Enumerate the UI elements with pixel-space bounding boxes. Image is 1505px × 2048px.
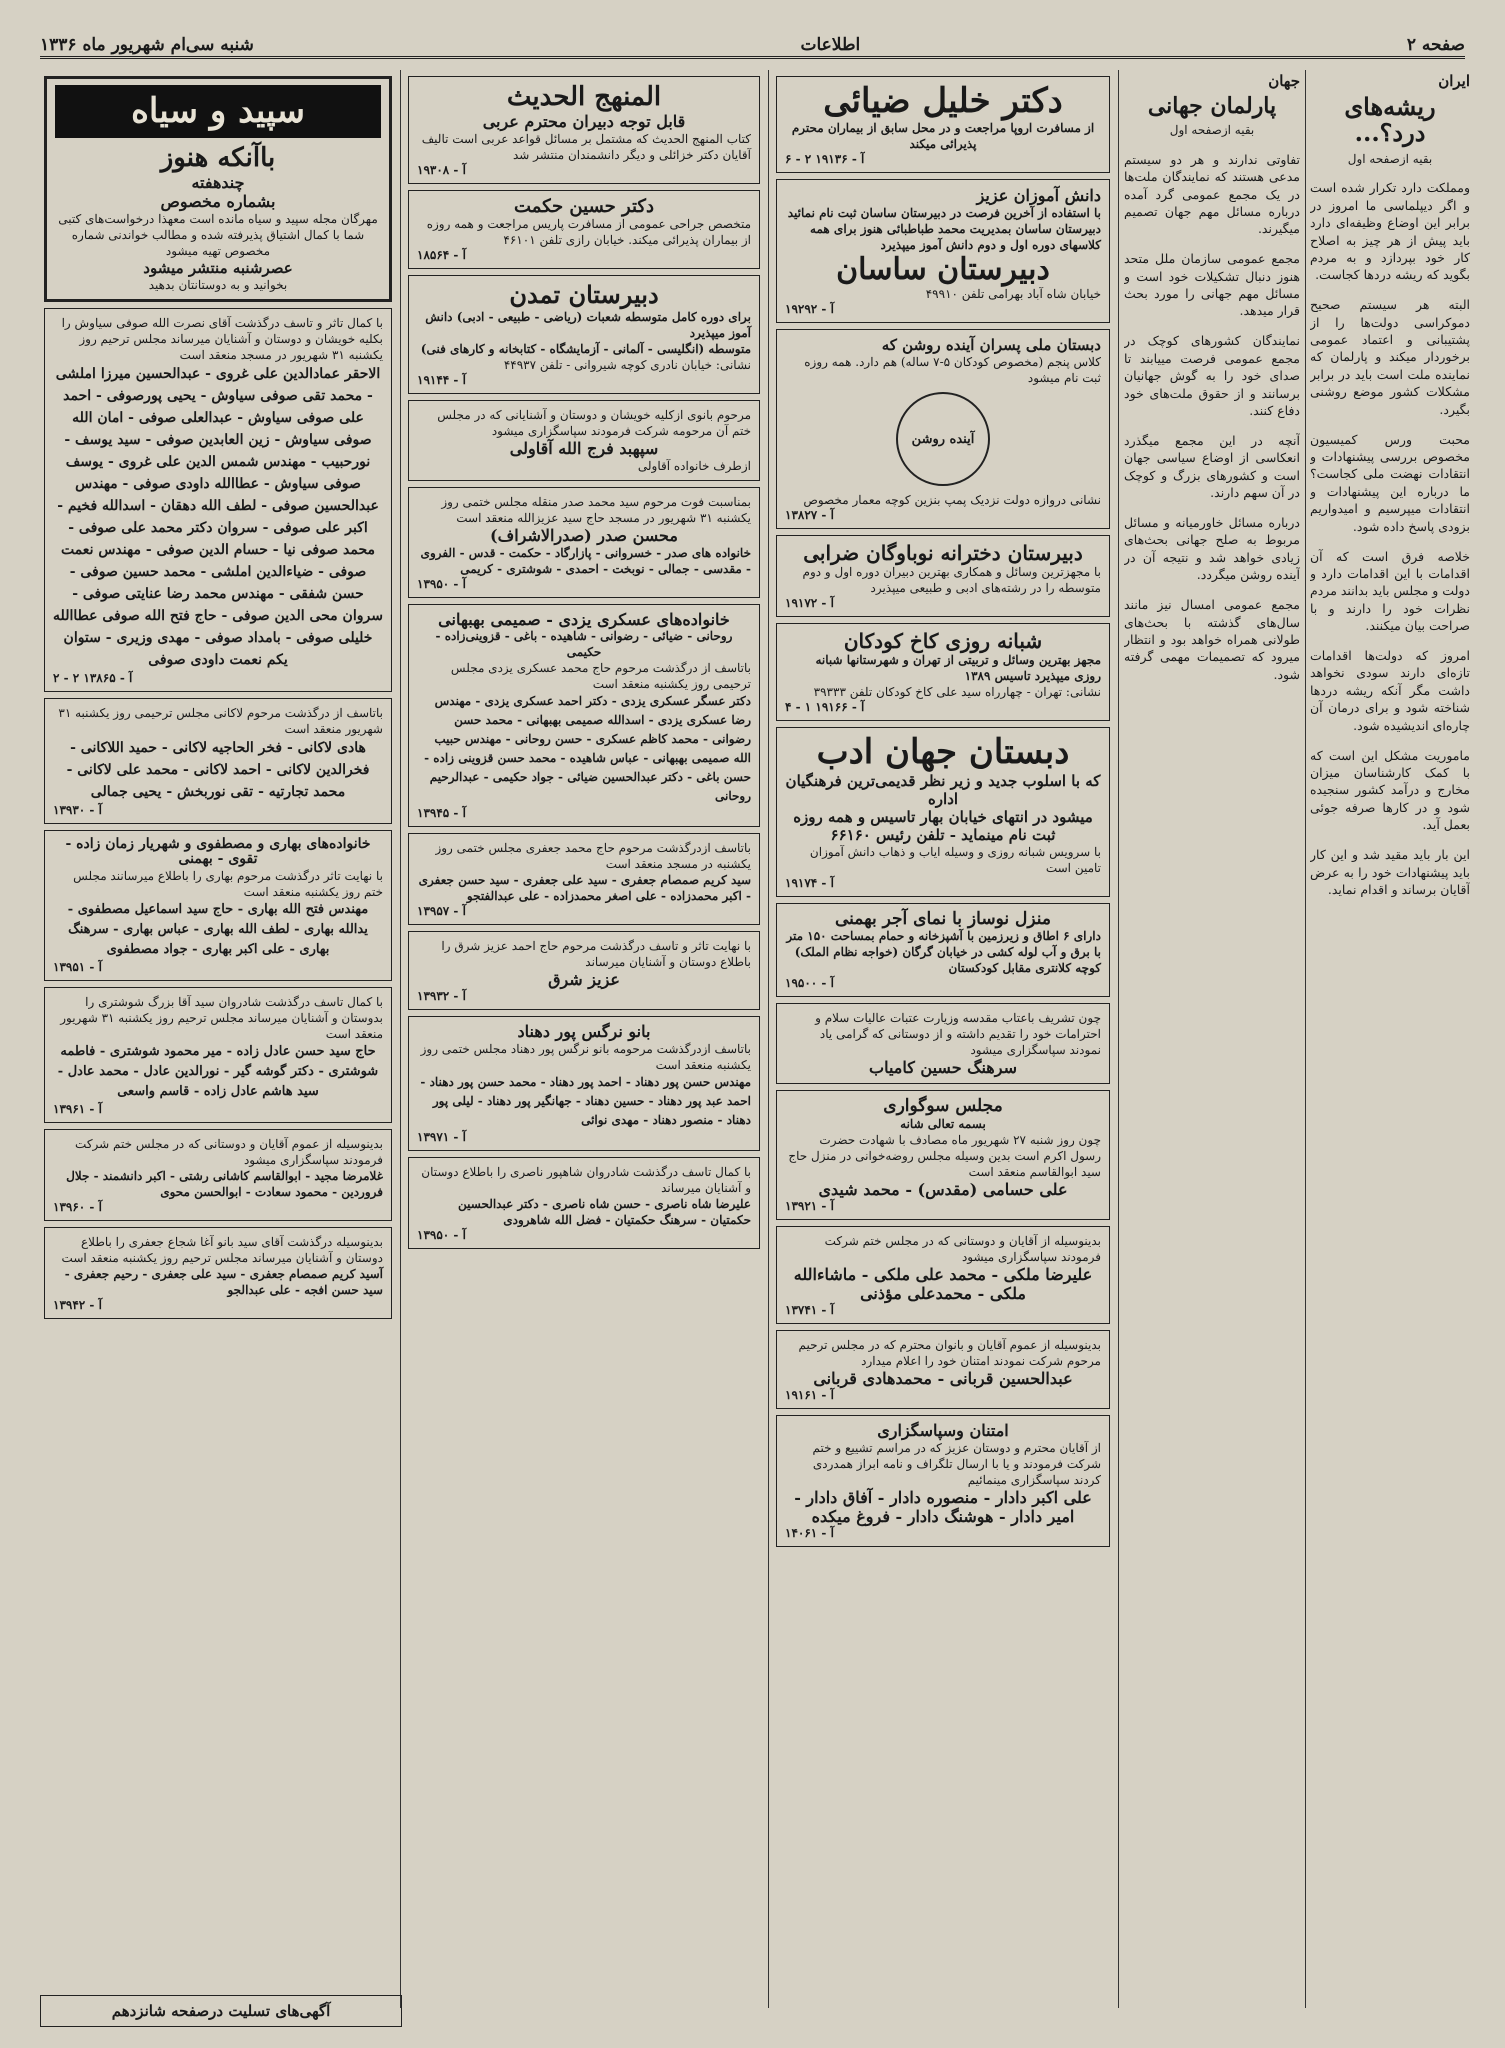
ad-text: چون تشریف باعتاب مقدسه وزیارت عتبات عالیات سلام و احترامات خود را تقدیم داشته و از دوستانی که گرامی یاد نمودند سپاسگزاری میشود (815, 1011, 1101, 1058)
ad-text: با نهایت تاثر و تاسف درگذشت مرحوم حاج احمد عزیز شرق را باطلاع دوستان و آشنایان میرساند (441, 939, 751, 970)
ad-nobavegan (776, 535, 1110, 617)
ad-text: با سرویس شبانه روزی و وسیله ایاب و ذهاب دانش آموزان تامین است (809, 844, 1101, 875)
ad-code: آ - ۱۳۹۶۱ (53, 1101, 102, 1116)
ad-text: متخصص جراحی عمومی از مسافرت پاریس مراجعت و همه روزه از بیماران پذیرائی میکند. خیابان رازی تلفن ۴۶۱۰۱ (426, 217, 751, 248)
ad-text: مهرگان مجله سپید و سیاه مانده است معهذا درخواست‌های کتبی شما با کمال اشتیاق پذیرفته شده و مطالب خواندنی شماره مخصوص تهیه میشود (58, 211, 378, 258)
column-rule (400, 70, 401, 2008)
ad-code: آ - ۱۳۹۵۷ (417, 904, 466, 919)
ad-askari (408, 604, 760, 828)
ad-text: بخوانید و به دوستانتان بدهید (148, 277, 288, 292)
logo-text: آینده روشن (911, 431, 975, 447)
ad-naseri (408, 1157, 760, 1249)
article-paragraph: ومملکت دارد تکرار شده است و اگر دیپلماسی ما امروز در برابر این اوضاع وظیفه‌ای دارد باید پیش از هر چیز به اصلاح کار خود بپردازد و به مردم بگوید که ریشه دردها کجاست. (1310, 180, 1470, 283)
ad-names: علی حسامی (مقدس) - محمد شیدی (818, 1180, 1068, 1200)
ad-sub: بشماره مخصوص (160, 191, 276, 211)
ad-code: آ - ۱۹۲۹۲ (785, 302, 834, 317)
ad-head: باآنکه هنوز (160, 143, 276, 174)
ad-aqaoli (408, 400, 760, 481)
section-label: ایران (1438, 72, 1470, 90)
ad-title: دبیرستان ساسان (836, 252, 1050, 288)
ad-title: دبیرستان تمدن (509, 280, 659, 310)
column-rule (1118, 70, 1119, 2008)
ad-text: با استفاده از آخرین فرصت در دبیرستان ساسان ثبت نام نمائید (787, 206, 1101, 221)
ad-code: آ - ۱۳۹۵۰ (417, 576, 466, 591)
article-paragraph: خلاصه فرق است که آن اقدامات با این اقدامات دارد و دولت و مجلس باید بدانند مردم نظرات خود را دارند و با صراحت بیان میکنند. (1310, 548, 1470, 634)
ad-jahan-adab (776, 727, 1110, 896)
ad-names: خانواده های صدر - خسروانی - پازارگاد - حکمت - قدس - الفروی - مقدسی - جمالی - نوبخت - احمدی - شوشتری - کریمی (420, 545, 751, 576)
ad-address: نشانی: تهران - چهارراه سید علی کاخ کودکان تلفن ۳۹۳۳۳ (813, 685, 1101, 700)
article-paragraph: محبت ورس کمیسیون مخصوص بررسی پیشنهادات و انتقادات نهضت ملی کجاست؟ ما درباره این پیشنهادات و انتقادات میپرسیم و امیدواریم بزودی پاسخ داده شود. (1310, 431, 1470, 534)
ad-names: دکتر عسگر عسکری یزدی - دکتر احمد عسکری یزدی - مهندس رضا عسکری یزدی - اسدالله صمیمی بهبهانی - محمد حسن رضوانی - محمد کاظم عسکری - حسن روحانی - مهندس حبیب الله صمیمی بهبهانی - عباس شاهیده - محمد حسن قزوینی زاده - حسن باغی - دکتر عبدالحسین ضیائی - جواد حکیمی - عبدالرحیم روحانی (424, 694, 751, 804)
ad-names: غلامرضا مجید - ابوالقاسم کاشانی رشتی - اکبر دانشمند - جلال فروردین - محمود سعادت - ابوالحسن محوی (66, 1168, 383, 1199)
article-paragraph: این بار باید مقید شد و این کار باید پیشنهادات خود را به عرض آقایان برساند و اقدام نماید. (1310, 847, 1470, 897)
ad-code: آ - ۱۹۵۰۰ (785, 976, 834, 991)
article-paragraph: البته هر سیستم صحیح دموکراسی دولت‌ها را از پشتیبانی و اعتماد عمومی برخوردار میکند و پارلمان که نماینده ملت است باید در برابر مشکلات کشور موضع روشنی بگیرد. (1310, 297, 1470, 417)
ad-text: دارای ۶ اطاق و زیرزمین با آشپزخانه و حمام بمساحت ۱۵۰ متر با برق و آب لوله کشی در خیابان گرگان (خواجه نظام الملک) کوچه کلانتری مقابل کودکستان (786, 929, 1101, 976)
ad-sign: ازطرف خانواده آقاولی (637, 458, 751, 473)
ad-text: بمناسبت فوت مرحوم سید محمد صدر منقله مجلس ختمی روز یکشنبه ۳۱ شهریور در مسجد حاج سید عزیزالله منعقد است (441, 494, 751, 525)
ad-doctor (776, 76, 1110, 173)
ad-purdehnad (408, 1016, 760, 1151)
article-paragraph: درباره مسائل خاورمیانه و مسائل مربوط به صلح جهانی بحث‌های زیادی خواهد شد و نتیجه آن در آینده روشن میگردد. (1124, 515, 1300, 583)
ad-text: بدینوسیله از عموم آقایان و دوستانی که در مجلس ختم شرکت فرمودند سپاسگزاری میشود (75, 1136, 383, 1167)
ad-title: المنهج الحديث (506, 82, 662, 112)
ad-title: امتنان وسپاسگزاری (877, 1421, 1009, 1441)
ad-code: آ - ۱۳۹۶۰ (53, 1199, 102, 1214)
ad-sub: روحانی - ضیائی - رضوانی - شاهیده - باغی - قزوینی‌زاده - حکیمی (435, 629, 733, 660)
ad-lakani (44, 698, 392, 824)
issue-date: شنبه سی‌ام شهریور ماه ۱۳۳۶ (40, 35, 254, 55)
ad-address: نشانی دروازه دولت نزدیک پمپ بنزین کوچه معمار مخصوص (803, 493, 1101, 508)
ad-sub: چندهفته (191, 172, 245, 192)
ad-code: آ - ۱۳۹۵۰ (417, 1227, 466, 1242)
ad-thanks (776, 1003, 1110, 1084)
ad-names: علیرضا شاه ناصری - حسن شاه ناصری - دکتر عبدالحسین حکمتیان - سرهنگ حکمتیان - فضل الله شاهرودی (457, 1196, 751, 1227)
ad-text: باتاسف ازدرگذشت مرحومه بانو نرگس پور دهناد مجلس ختمی روز یکشنبه منعقد است (420, 1041, 751, 1072)
ad-text: با کمال تاسف درگذشت شادروان شاهپور ناصری را باطلاع دوستان و آشنایان میرساند (421, 1164, 751, 1195)
masthead (40, 34, 1465, 59)
article-paragraph: امروز که دولت‌ها اقدامات تازه‌ای دارند سودی نخواهد داشت مگر آنکه ریشه درد‌ها شناخته شود و برای درمان آن چاره‌ای اندیشیده شود. (1310, 648, 1470, 733)
ad-names: عزیز شرق (548, 970, 620, 990)
ad-text: باتاسف از درگذشت مرحوم لاکانی مجلس ترحیمی روز یکشنبه ۳۱ شهریور منعقد است (58, 705, 383, 736)
ad-names: علی اکبر دادار - منصوره دادار - آفاق دادار - امیر دادار - هوشنگ دادار - فروغ میکده (794, 1487, 1092, 1526)
ad-shushtari (44, 987, 392, 1123)
column-rule (1305, 70, 1306, 2008)
ad-head: دانش آموزان عزیز (976, 186, 1101, 206)
ad-text: باتاسف از درگذشت مرحوم حاج محمد عسکری یزدی مجلس ترحیمی روز یکشنبه منعقد است (450, 661, 751, 692)
ad-text: با کمال تاسف درگذشت شادروان سید آقا بزرگ شوشتری را بدوستان و آشنایان میرساند مجلس ترحیم روز یکشنبه ۳۱ شهریور منعقد است (60, 994, 383, 1041)
ad-manhaj (408, 76, 760, 184)
ad-dadar (776, 1415, 1110, 1547)
ad-text: برای دوره کامل متوسطه شعبات (ریاضی - طبیعی - ادبی) دانش آموز میپذیرد (425, 309, 751, 340)
ad-names: مهندس حسن پور دهناد - احمد پور دهناد - محمد حسن پور دهناد - احمد عبد پور دهناد - حسین دهناد - جهانگیر پور دهناد - لیلی پور دهناد - منصور دهناد - مهدی نوائی (420, 1074, 751, 1127)
ad-hekmat (408, 190, 760, 270)
ad-text: از مسافرت اروپا مراجعت و در محل سابق از بیماران محترم پذیرائی میکند (791, 121, 1095, 152)
ad-signature: سرهنگ حسین کامیاب (869, 1058, 1017, 1078)
ad-title: مجلس سوگواری (883, 1096, 1003, 1117)
ad-title: دبستان جهان ادب (816, 732, 1070, 773)
article-paragraph: آنچه در این مجمع میگذرد انعکاسی از اوضاع سیاسی جهان است و کشورهای بزرگ و کوچک در آن سهم دارند. (1124, 432, 1300, 501)
ad-code: آ - ۱۳۷۴۱ (785, 1303, 834, 1318)
ad-title: شبانه روزی کاخ کودکان (843, 629, 1043, 654)
article-title: ریشه‌های درد؟... (1344, 92, 1436, 148)
ad-ayandeh (776, 329, 1110, 529)
ad-code: آ - ۱۳۹۷۱ (417, 1129, 466, 1144)
ad-names: محسن صدر (صدرالاشراف) (490, 525, 678, 545)
page-number: صفحه ۲ (1406, 35, 1465, 55)
page-footer-note: آگهی‌های تسلیت درصفحه شانزدهم (40, 1995, 402, 2027)
ad-code: آ - ۱۸۵۶۴ (417, 248, 466, 263)
ad-code: آ - ۱۴۰۶۱ (785, 1525, 834, 1540)
ad-names: سید کریم صمصام جعفری - سید علی جعفری - سید حسن جعفری - اکبر محمدزاده - علی اصغر محمدزاده - علی عبدالفتجو (418, 873, 751, 904)
column-far-left (40, 70, 396, 1990)
ad-code: آ - ۱۹۱۴۴ (417, 372, 466, 387)
article-paragraph: تفاوتی ندارند و هر دو سیستم مدعی هستند که نمایندگان ملت‌ها در یک مجمع عمومی گرد آمده درباره مسائل مهم جهان تصمیم میگیرند. (1124, 151, 1300, 237)
article-title: پارلمان جهانی (1147, 93, 1277, 119)
article-kicker: بقیه ازصفحه اول (1347, 151, 1433, 166)
ad-sadr (408, 487, 760, 598)
ad-kakh (776, 623, 1110, 721)
ad-tamaddon (408, 275, 760, 393)
ad-title: دبیرستان دخترانه نوباوگان ضرابی (803, 541, 1083, 566)
ad-orumiyeh (408, 931, 760, 1010)
paper-name: اطلاعات (800, 35, 861, 55)
column-world (1124, 70, 1300, 1970)
ad-code: ۴ - ۱ آ - ۱۹۱۶۶ (785, 700, 865, 715)
ad-title: خانواده‌های عسکری یزدی - صمیمی بهبهانی (438, 609, 730, 629)
ad-text: چون روز شنبه ۲۷ شهریور ماه مصادف با شهادت حضرت رسول اکرم است بدین وسیله مجلس روضه‌خوانی در منزل حاج سید ابوالقاسم منعقد است (788, 1133, 1101, 1180)
ad-names: آسید کریم صمصام جعفری - سید علی جعفری - رحیم جعفری - سید حسن افجه - علی عبدالجو (64, 1266, 383, 1297)
article-paragraph: مجمع عمومی امسال نیز مانند سال‌های گذشته با بحث‌های طولانی همراه خواهد بود و انتظار میرود که تصمیمات مهمی گرفته شود. (1124, 597, 1300, 682)
ad-title: دبستان ملی پسران آینده روشن که (881, 336, 1101, 355)
ad-text: با نهایت تاثر درگذشت مرحوم بهاری را باطلاع میرسانند مجلس ختم روز یکشنبه منعقد است (73, 868, 383, 899)
ad-samsam (44, 1227, 392, 1319)
ad-code: ۲ - ۲ آ - ۱۳۸۶۵ (53, 670, 133, 685)
ad-code: آ - ۱۹۱۷۴ (785, 875, 834, 890)
ad-text: دبیرستان ساسان بمدیریت محمد طباطبائی هنوز برای همه کلاسهای دوره اول و دوم دانش آموز میپذیرد (810, 222, 1101, 253)
ad-address: خیابان شاه آباد بهرامی تلفن ۴۹۹۱۰ (925, 287, 1101, 302)
ad-sepid-siah (44, 76, 392, 302)
ad-code: آ - ۱۳۹۳۲ (417, 989, 466, 1004)
ad-sub: بسمه تعالی شانه (900, 1117, 986, 1132)
article-kicker: بقیه ازصفحه اول (1169, 123, 1255, 138)
ad-code: آ - ۱۹۱۶۱ (785, 1388, 834, 1403)
ad-code: آ - ۱۳۹۵۱ (53, 959, 102, 974)
ad-bahari (44, 830, 392, 981)
ad-text: مجهز بهترین وسائل و تربیتی از تهران و شهرستانها شبانه روزی میپذیرد تاسیس ۱۳۸۹ (815, 653, 1101, 684)
ad-names: سپهبد فرج الله آقاولی (509, 438, 659, 458)
ad-address: نشانی: خیابان نادری کوچه شیروانی - تلفن ۴۴۹۳۷ (503, 357, 751, 372)
section-label: جهان (1268, 72, 1300, 90)
ad-text: بدینوسیله درگذشت آقای سید بانو آغا شجاع جعفری را باطلاع دوستان و آشنایان میرساند مجلس ترحیم روز یکشنبه منعقد است (61, 1234, 383, 1265)
ad-names: الاحقر عمادالدین علی غروی - عبدالحسین میرزا املشی - محمد تقی صوفی سیاوش - یحیی پورصوفی - احمد علی صوفی سیاوش - عبدالعلی صوفی - امان الله صوفی سیاوش - زین العابدین صوفی - سید یوسف - نورحبیب - مهندس شمس الدین علی غروی - یوسف صوفی سیاوش - عطاالله داودی صوفی - مهندس عبدالحسین صوفی - لطف الله دهقان - اسدالله فخیم - اکبر علی صوفی - سروان دکتر محمد علی صوفی - محمد صوفی نیا - حسام الدین صوفی - مهندس نعمت صوفی - ضیاءالدین املشی - محمد حسین صوفی - حسن شفقی - مهندس محمد رضا عنایتی صوفی - سروان محی الدین صوفی - حاج فتح الله صوفی عطاالله خلیلی صوفی - بامداد صوفی - مهدی وزیری - ستوان یکم نعمت داودی صوفی (53, 365, 383, 668)
ad-names: هادی لاکانی - فخر الحاجیه لاکانی - حمید اللاکانی - فخرالدین لاکانی - احمد لاکانی - محمد علی لاکانی - محمد تجارتیه - تقی نوربخش - یحیی جمالی (66, 739, 370, 800)
ad-text: مرحوم بانوی ازکلیه خویشان و دوستان و آشنایانی که در مجلس ختم آن مرحومه شرکت فرمودند سپاسگزاری میشود (437, 407, 751, 438)
ad-code: آ - ۱۳۹۳۰ (53, 802, 102, 817)
ad-house (776, 903, 1110, 998)
ad-code: آ - ۱۳۸۲۷ (785, 508, 834, 523)
ad-malekiha (776, 1226, 1110, 1324)
ad-code: ۶ - ۲ آ - ۱۹۱۳۶ (785, 152, 865, 167)
ad-text: با کمال تاثر و تاسف درگذشت آقای نصرت الله صوفی سیاوش را بکلیه خویشان و دوستان و آشنایان میرساند مجلس ترحیم روز یکشنبه ۳۱ شهریور در مسجد منعقد است (61, 315, 383, 362)
column-middle-ads (772, 70, 1114, 1980)
ad-text: کتاب المنهج الحدیث که مشتمل بر مسائل قواعد عربی است تالیف آقایان دکتر خزائلی و دیگر دانشمندان منتشر شد (421, 131, 751, 162)
column-left-ads (404, 70, 764, 1980)
article-paragraph: نمایندگان کشورهای کوچک در مجمع عمومی فرصت مییابند تا صدای خود را به گوش جهانیان برسانند و از حقوق ملت‌های خود دفاع کنند. (1124, 333, 1300, 418)
ad-text: ثبت نام مینماید - تلفن رئیس ۶۶۱۶۰ (830, 825, 1056, 844)
ad-text: باتاسف ازدرگذشت مرحوم حاج محمد جعفری مجلس ختمی روز یکشنبه در مسجد منعقد است (435, 841, 751, 872)
ad-title: دکتر حسین حکمت (514, 195, 654, 217)
ad-text: کلاس پنجم (مخصوص کودکان ۵-۷ ساله) هم دارد. همه روزه ثبت نام میشود (804, 355, 1101, 386)
ad-title: بانو نرگس پور دهناد (517, 1022, 651, 1042)
ad-text: که با اسلوب جدید و زیر نظر قدیمی‌ترین فرهنگیان اداره (785, 771, 1101, 808)
ad-text: بدینوسیله از عموم آقایان و بانوان محترم که در مجلس ترحیم مرحوم شرکت نمودند امتنان خود را اعلام میدارد (798, 1338, 1101, 1369)
ad-code: آ - ۱۳۹۲۱ (785, 1199, 834, 1214)
ad-text: از آقایان محترم و دوستان عزیز که در مراسم تشییع و ختم شرکت فرمودند و یا با ارسال تلگراف و نامه ابراز همدردی کردند سپاسگزاری مینمائیم (812, 1440, 1101, 1487)
ad-majlis (776, 1090, 1110, 1220)
ad-names: حاج سید حسن عادل زاده - میر محمود شوشتری - فاطمه شوشتری - دکتر گوشه گیر - نورالدین عادل - محمد عادل - سید هاشم عادل زاده - قاسم واسعی (57, 1043, 379, 1099)
ad-text: بدینوسیله از آقایان و دوستانی که در مجلس ختم شرکت فرمودند سپاسگزاری میشود (824, 1234, 1101, 1265)
ad-code: آ - ۱۹۱۷۲ (785, 596, 834, 611)
ad-names: عبدالحسین قربانی - محمدهادی قربانی (813, 1369, 1073, 1389)
ad-code: آ - ۱۳۹۴۵ (417, 806, 466, 821)
column-rule (768, 70, 769, 2008)
ad-title: خانواده‌های بهاری و مصطفوی و شهریار زمان زاده - تقوی - بهمنی (65, 835, 371, 868)
column-iran (1310, 70, 1470, 1970)
ad-sasan (776, 179, 1110, 323)
ad-qorbani (776, 1330, 1110, 1409)
ad-code: آ - ۱۹۳۰۸ (417, 162, 466, 177)
ad-sub: قابل توجه دبیران محترم عربی (482, 111, 686, 131)
ad-text: با مجهزترین وسائل و همکاری بهترین دبیران دوره اول و دوم متوسطه را در رشته‌های ادبی و طبیعی میپذیرد (802, 565, 1101, 596)
ad-text: میشود در انتهای خیابان بهار تاسیس و همه روزه (793, 807, 1093, 826)
ad-title: منزل نوساز با نمای آجر بهمنی (835, 908, 1051, 929)
magazine-logo: سپید و سیاه (55, 85, 381, 138)
ad-names: علیرضا ملکی - محمد علی ملکی - ماشاءالله ملکی - محمدعلی مؤذنی (793, 1265, 1093, 1304)
article-paragraph: مجمع عمومی سازمان ملل متحد هنوز دنبال تشکیلات خود است و مسائل مهم جهانی را مورد بحث قرار میدهد. (1124, 251, 1300, 319)
ad-title: دکتر خلیل ضیائی (823, 81, 1063, 121)
ad-text: عصرشنبه منتشر میشود (143, 258, 293, 277)
school-logo-icon (896, 392, 990, 486)
ad-code: آ - ۱۳۹۴۲ (53, 1297, 102, 1312)
ad-text: متوسطه (انگلیسی - آلمانی - آزمایشگاه - کتابخانه و کارهای فنی) (420, 341, 751, 356)
article-paragraph: ماموریت مشکل این است که با کمک کارشناسان میزان مخارج و درآمد کشور سنجیده شود و در کارها صرفه جوئی بعمل آید. (1310, 747, 1470, 833)
ad-names: مهندس فتح الله بهاری - حاج سید اسماعیل مصطفوی - یدالله بهاری - لطف الله بهاری - عباس بهاری - سرهنگ بهاری - علی اکبر بهاری - جواد مصطفوی (67, 901, 369, 957)
ad-zargar (44, 1129, 392, 1221)
ad-jafari (408, 833, 760, 925)
ad-siavash (44, 308, 392, 692)
